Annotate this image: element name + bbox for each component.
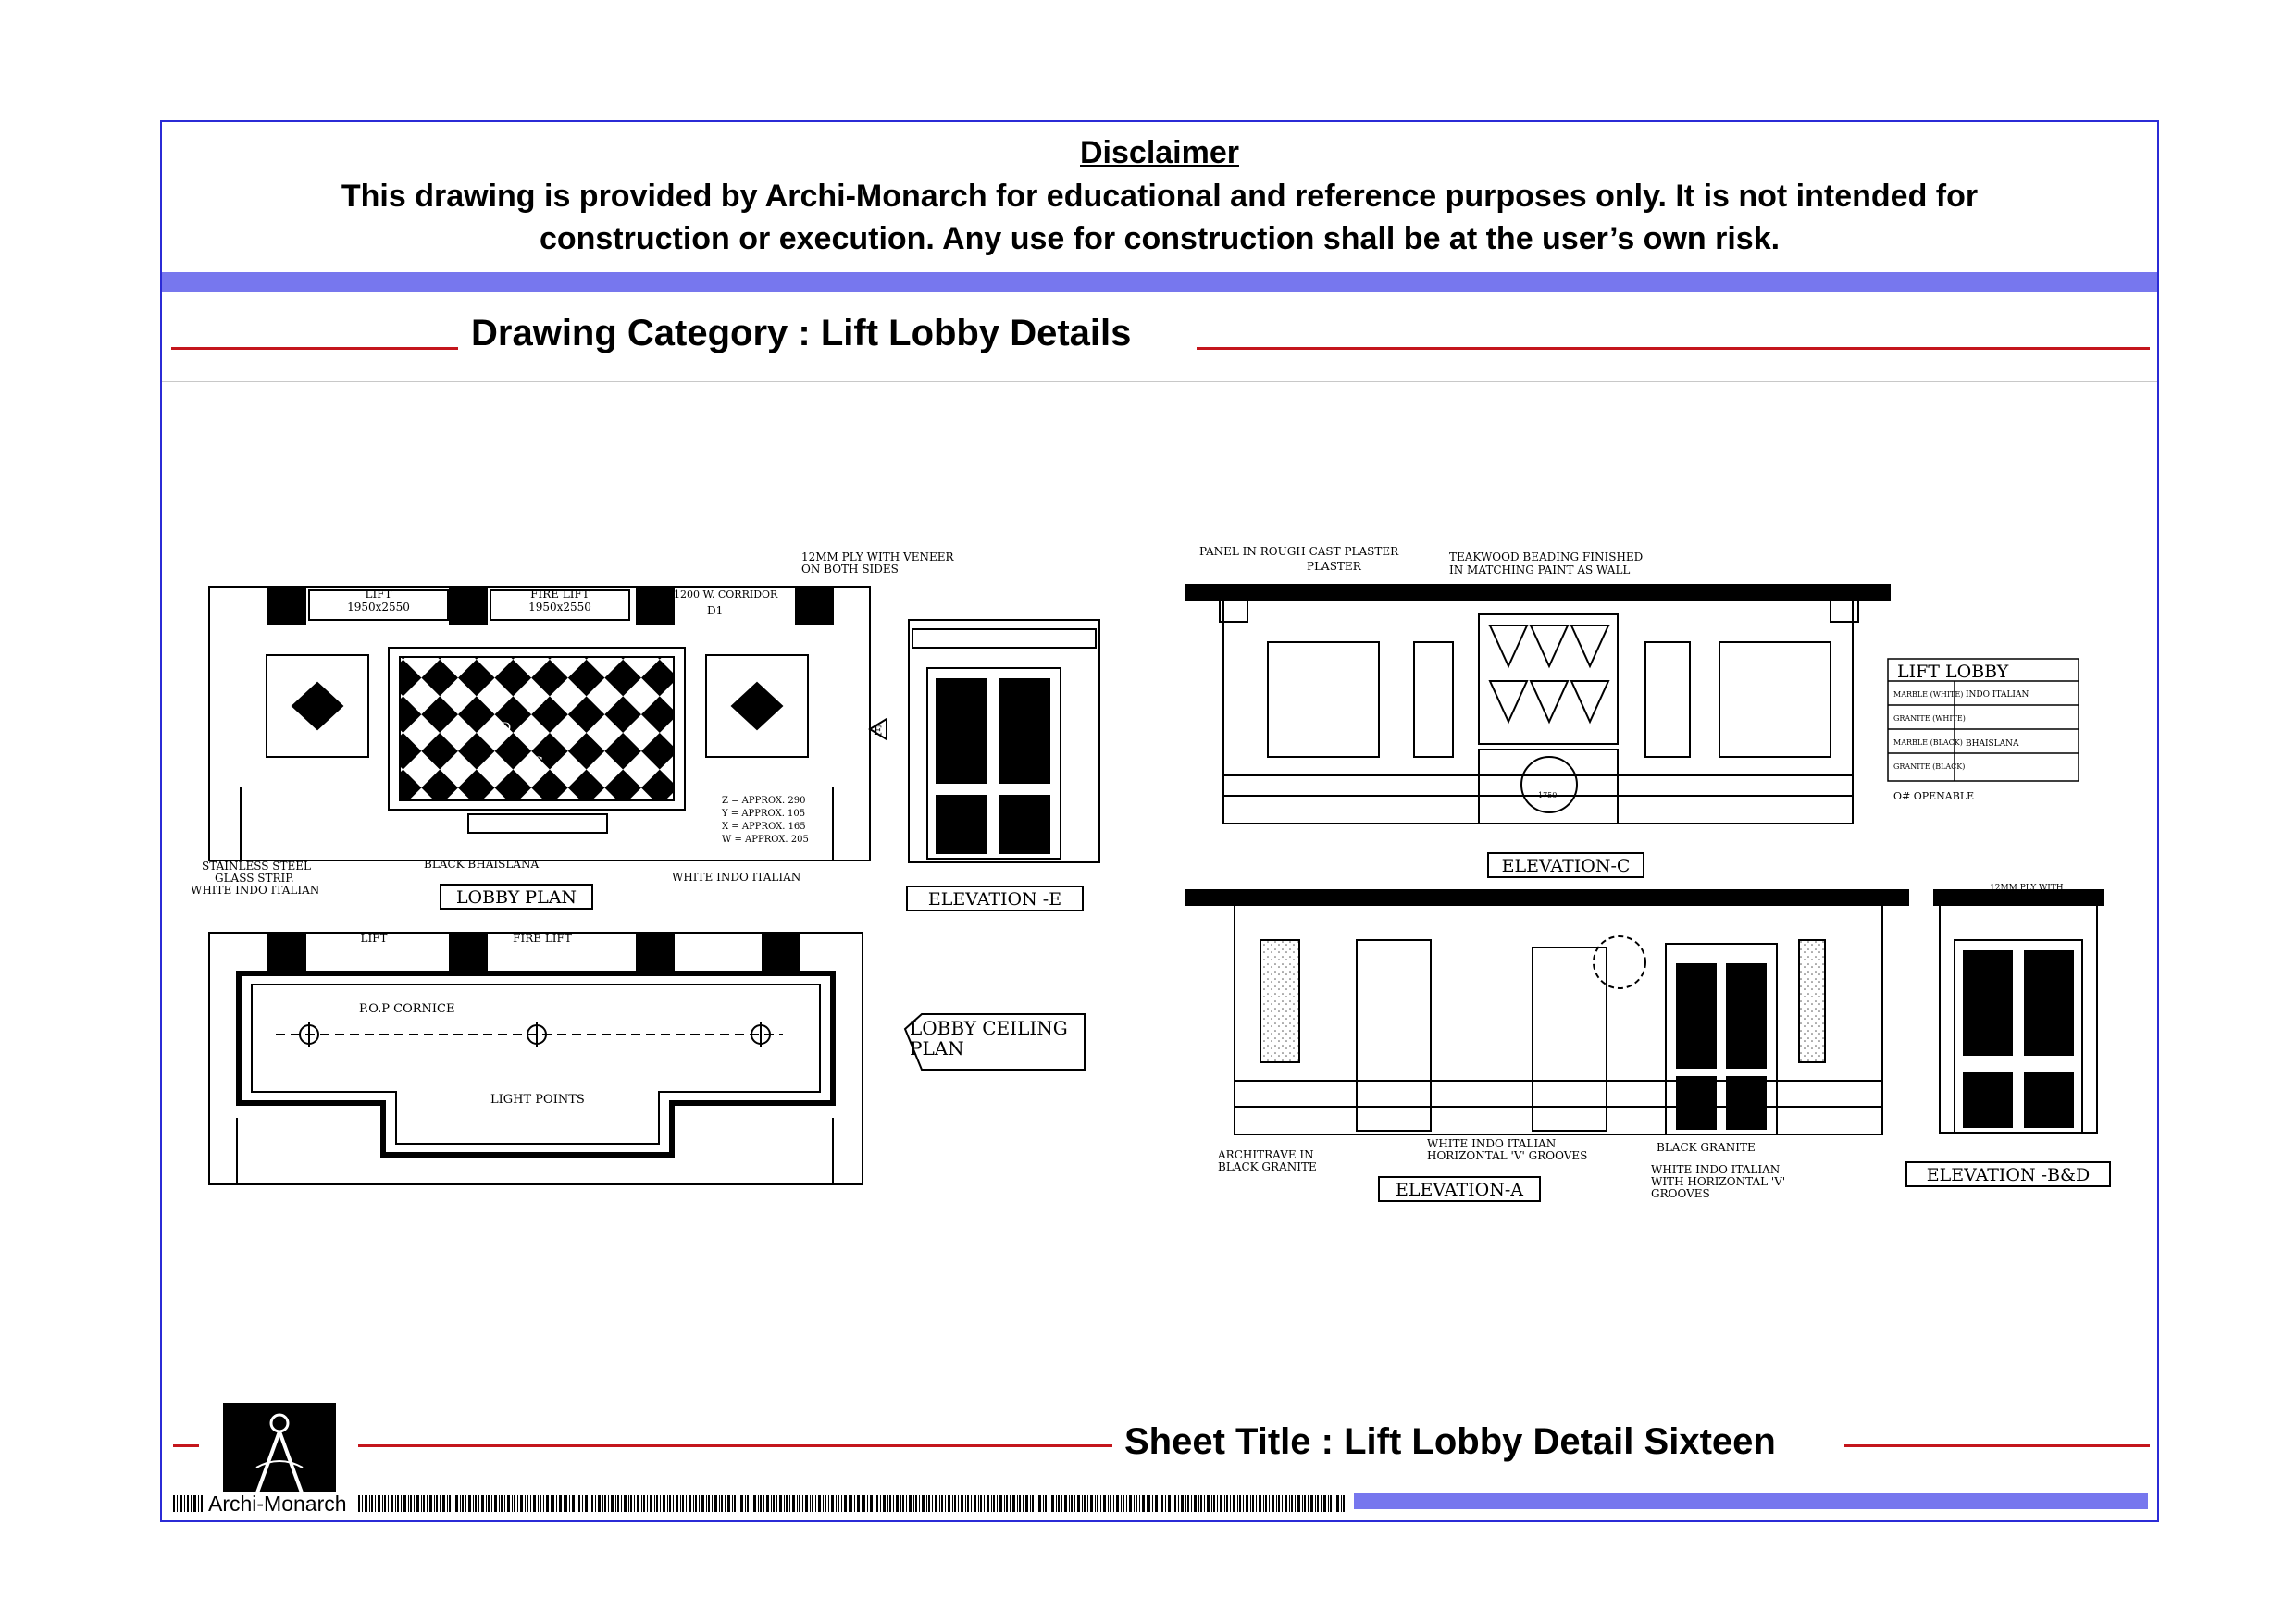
plan-z-note: Z = APPROX. 290 [722, 796, 806, 806]
plan-ply-note-2: ON BOTH SIDES [801, 563, 899, 576]
elev-c-dimension: 1750 [1538, 791, 1558, 799]
elev-c-panel-note: PANEL IN ROUGH CAST PLASTER [1199, 545, 1399, 558]
elev-bd-ply-1: 12MM PLY WITH [1990, 884, 2064, 893]
ceiling-lift-label: LIFT [360, 932, 388, 945]
plan-lift-label: LIFT [365, 588, 392, 601]
sheet-title: Sheet Title : Lift Lobby Detail Sixteen [1124, 1421, 1776, 1462]
elev-a-wii2-3: GROOVES [1651, 1187, 1710, 1200]
legend-title: LIFT LOBBY [1897, 662, 2009, 682]
plan-black-bhaislana-note: BLACK BHAISLANA [424, 858, 540, 871]
plan-ss-note-1: STAINLESS STEEL [202, 860, 311, 873]
legend-row-2: GRANITE (WHITE) [1893, 714, 1966, 723]
disclaimer-text: This drawing is provided by Archi-Monarch for educational and reference purposes only. It is not intended for construction or execution. Any use for construction shall be at the user’s own risk. [341, 179, 1979, 256]
elevation-c [1186, 585, 1890, 824]
legend-value-2: BHAISLANA [1966, 739, 2019, 749]
disclaimer-title: Disclaimer [1080, 135, 1239, 170]
plan-tag-e: E [874, 725, 883, 738]
ceiling-cornice-label: P.O.P CORNICE [359, 1002, 455, 1016]
elevation-c-labels [1199, 545, 1643, 799]
elev-a-architrave-2: BLACK GRANITE [1218, 1160, 1317, 1173]
legend-row-4: GRANITE (BLACK) [1893, 762, 1966, 771]
plan-corridor-label: 1200 W. CORRIDOR [674, 588, 778, 601]
brand-name: Archi-Monarch [208, 1492, 347, 1516]
elev-a-wii2-2: WITH HORIZONTAL 'V' [1651, 1175, 1786, 1188]
elevation-c-label: ELEVATION-C [1501, 856, 1631, 876]
elev-c-teak-note-2: IN MATCHING PAINT AS WALL [1449, 564, 1631, 576]
plan-door-tag: D1 [707, 604, 724, 617]
plan-fire-lift-label: FIRE LIFT [530, 588, 590, 601]
elev-a-black-granite: BLACK GRANITE [1657, 1141, 1756, 1154]
ceiling-label-2: PLAN [910, 1037, 964, 1059]
plan-ply-note-1: 12MM PLY WITH VENEER [801, 551, 954, 564]
ceiling-light-points-label: LIGHT POINTS [490, 1093, 585, 1107]
elevation-bd-label: ELEVATION -B&D [1926, 1165, 2091, 1185]
plan-ss-note-2: GLASS STRIP. [215, 872, 294, 885]
plan-lift-size: 1950x2550 [347, 601, 410, 613]
elev-a-architrave-1: ARCHITRAVE IN [1218, 1148, 1314, 1161]
legend-row-3: MARBLE (BLACK) [1893, 738, 1963, 747]
plan-tag-a: A [533, 693, 543, 708]
lobby-plan-label: LOBBY PLAN [455, 887, 577, 908]
elev-c-plaster-note: PLASTER [1307, 560, 1361, 573]
elev-c-teak-note-1: TEAKWOOD BEADING FINISHED [1449, 551, 1644, 564]
elev-bd-ply-2: VENEER [1990, 894, 2028, 903]
drawing-category-title: Drawing Category : Lift Lobby Details [471, 313, 1132, 353]
plan-w-note: W = APPROX. 205 [722, 835, 809, 845]
plan-x-note: X = APPROX. 165 [722, 822, 806, 832]
ceiling-fire-lift-label: FIRE LIFT [513, 932, 572, 945]
plan-white-indo-note-2: WHITE INDO ITALIAN [672, 871, 801, 884]
elevation-bd [1934, 890, 2103, 1133]
elevation-a [1186, 890, 1908, 1134]
lobby-plan [209, 587, 887, 861]
legend-openable: O# OPENABLE [1893, 790, 1975, 802]
elev-a-wii-2: HORIZONTAL 'V' GROOVES [1427, 1149, 1588, 1162]
ceiling-label-1: LOBBY CEILING [910, 1017, 1068, 1039]
elev-a-wii2-1: WHITE INDO ITALIAN [1651, 1163, 1781, 1176]
plan-tag-c: C [533, 755, 543, 770]
plan-tag-d: D [501, 721, 512, 736]
elevation-a-label: ELEVATION-A [1396, 1180, 1523, 1200]
legend-value-1: INDO ITALIAN [1966, 690, 2029, 700]
lobby-ceiling-plan [209, 933, 863, 1184]
plan-white-indo-note: WHITE INDO ITALIAN [191, 884, 320, 897]
plan-y-note: Y = APPROX. 105 [722, 809, 806, 819]
elevation-e-label: ELEVATION -E [927, 889, 1062, 910]
legend-row-1: MARBLE (WHITE) [1893, 690, 1964, 699]
elevation-e [909, 620, 1099, 862]
elev-a-wii-1: WHITE INDO ITALIAN [1427, 1137, 1557, 1150]
plan-fire-lift-size: 1950x2550 [528, 601, 591, 613]
plan-tag-b: B [561, 721, 571, 736]
